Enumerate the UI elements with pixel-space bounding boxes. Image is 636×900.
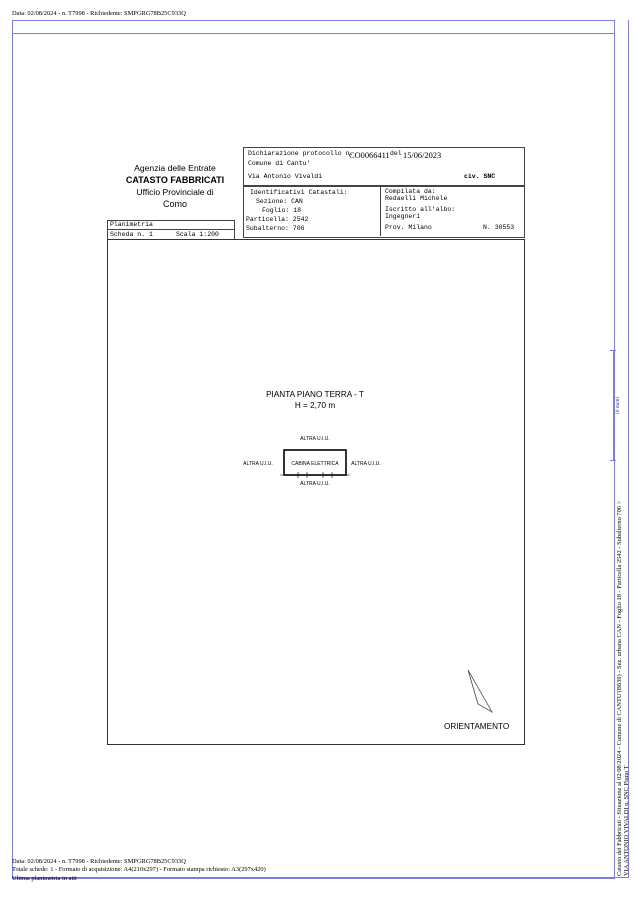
room-label: CABINA ELETTRICA (291, 461, 339, 467)
compiler-province: Prov. Milano (385, 224, 432, 231)
scale-bar (613, 350, 614, 460)
identifiers-divider (380, 185, 381, 236)
albo-value: Ingegneri (385, 213, 421, 220)
particella: Particella: 2542 (246, 216, 309, 223)
agency-block (100, 162, 250, 210)
scale-label: 10 metri (615, 396, 621, 415)
comune: Comune di Cantu' (248, 160, 311, 167)
agency-name: Agenzia delle Entrate (134, 163, 216, 173)
compiler-label: Compilata da: (385, 188, 436, 195)
scale-tick-bottom (610, 460, 616, 461)
orientation-label: ORIENTAMENTO (444, 722, 510, 731)
scheda-number: Scheda n. 1 (110, 231, 153, 238)
protocol-number: CO0066411 (349, 151, 390, 160)
agency-office: Ufficio Provinciale di (136, 187, 214, 197)
footer (12, 858, 266, 883)
plan-title-block (215, 389, 415, 411)
compiler-name: Redaelli Michele (385, 195, 448, 202)
address: Via Antonio Vivaldi (248, 173, 323, 180)
foglio: Foglio: 18 (262, 207, 302, 214)
planimetria-divider (107, 229, 234, 230)
side-text-line1: Catasto dei Fabbricati - Situazione al 02/08/2024 - Comune di CANTU'(B639) - Sez. urbana CAN - Foglio 18 - Particella 2542 - Subalterno 706 > (616, 500, 623, 876)
agency-catasto: CATASTO FABBRICATI (125, 175, 225, 185)
compiler-number: N. 30553 (483, 224, 515, 231)
albo-label: Iscritto all'albo: (385, 206, 456, 213)
civic-number: civ. SNC (464, 173, 496, 180)
plan-title: PIANTA PIANO TERRA - T (266, 390, 364, 399)
sezione: Sezione: CAN (256, 198, 303, 205)
frame-right-line (628, 20, 629, 878)
date-label: del (390, 150, 402, 157)
altra-uiu-right: ALTRA U.I.U. (351, 461, 381, 467)
side-text-line2: VIA ANTONIO VIVALDI n. SNC Piano T (623, 765, 630, 876)
plan-scale: Scala 1:200 (176, 231, 219, 238)
plan-height: H = 2,70 m (294, 401, 336, 410)
header-text: Data: 02/08/2024 - n. T7998 - Richiedente: SMPGRG78B25C933Q (12, 10, 186, 17)
agency-city: Como (162, 199, 187, 209)
declaration-date: 15/06/2023 (403, 151, 442, 160)
footer-line1: Data: 02/08/2024 - n. T7998 - Richiedente: SMPGRG78B25C933Q (12, 858, 186, 865)
frame-top-line (12, 33, 614, 34)
declaration-label: Dichiarazione protocollo n. (248, 150, 354, 157)
identifiers-title: Identificativi Catastali: (250, 189, 348, 196)
footer-line3: Ultima planimetria in atti (12, 874, 77, 882)
north-arrow-icon (462, 666, 496, 718)
altra-uiu-bottom: ALTRA U.I.U. (300, 481, 330, 487)
altra-uiu-top: ALTRA U.I.U. (300, 436, 330, 442)
subalterno: Subalterno: 706 (246, 225, 305, 232)
altra-uiu-left: ALTRA U.I.U. (243, 461, 273, 467)
planimetria-title: Planimetria (110, 221, 153, 228)
footer-line2: Totale schede: 1 - Formato di acquisizione: A4(210x297) - Formato stampa richiesto: A3(297x420) (12, 866, 266, 874)
scale-tick-top (610, 350, 616, 351)
